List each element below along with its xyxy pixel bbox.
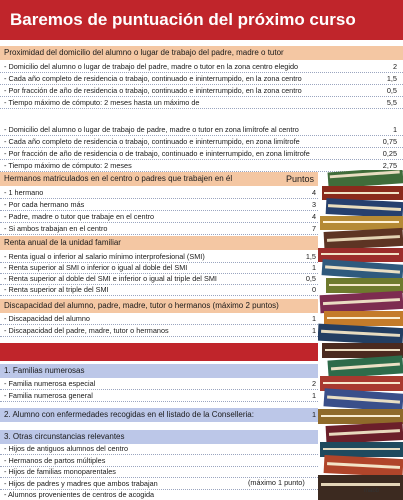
row-label: - Cada año completo de residencia o trabajo, continuado e ininterrumpido, en zona limítrofe — [4, 137, 300, 146]
row-points: 2 — [392, 62, 397, 71]
s2-row — [0, 187, 318, 199]
row-label: - Renta superior al SMI o inferior o igual al doble del SMI — [4, 263, 188, 272]
s1-row — [0, 61, 403, 73]
row-label: - Renta superior al triple del SMI — [4, 285, 109, 294]
s4-row — [0, 313, 318, 325]
row-points: 0,5 — [305, 274, 316, 283]
section-divider-band — [0, 343, 318, 361]
row-points: 1 — [311, 314, 316, 323]
row-label: - Por cada hermano más — [4, 200, 85, 209]
page-title: Baremos de puntuación del próximo curso — [0, 0, 403, 40]
row-label: - Renta igual o inferior al salario mínimo interprofesional (SMI) — [4, 252, 205, 261]
row-label: - Por fracción de año de residencia o trabajo, continuado e ininterrumpido, en la zona centro — [4, 86, 302, 95]
row-points: 0,75 — [382, 137, 397, 146]
row-label: - Tiempo máximo de cómputo: 2 meses — [4, 161, 132, 170]
s1-row — [0, 85, 403, 97]
row-label: - Domicilio del alumno o lugar de trabajo del padre, madre o tutor en la zona centro elegido — [4, 62, 299, 71]
s6-heading: 2. Alumno con enfermedades recogidas en el listado de la Conselleria: 1 — [0, 408, 318, 422]
s5-heading: 1. Familias numerosas — [0, 364, 318, 378]
row-points: 2,75 — [382, 161, 397, 170]
s3-row — [0, 284, 318, 296]
s2-heading: Hermanos matriculados en el centro o padres que trabajen en él Puntos — [0, 172, 318, 186]
book-stack-illustration — [318, 170, 403, 500]
row-label: - Discapacidad del alumno — [4, 314, 90, 323]
s5-row — [0, 378, 318, 390]
s1-row — [0, 124, 403, 136]
s6-points: 1 — [311, 410, 316, 419]
s1-row — [0, 136, 403, 148]
s3-heading: Renta anual de la unidad familiar — [0, 236, 318, 250]
row-points: 1,5 — [305, 252, 316, 261]
row-label: - Alumnos provenientes de centros de acogida — [4, 490, 155, 499]
row-points: 1 — [311, 263, 316, 272]
signature: mabb — [364, 488, 380, 494]
row-points: 0,5 — [386, 86, 397, 95]
row-label: - Discapacidad del padre, madre, tutor o hermanos — [4, 326, 169, 335]
row-label: - Tiempo máximo de cómputo: 2 meses hasta un máximo de — [4, 98, 200, 107]
row-points: 1,5 — [386, 74, 397, 83]
row-points: 0 — [311, 285, 316, 294]
row-label: - Por fracción de año de residencia o de trabajo, continuado e ininterrumpido, en zona limítrofe — [4, 149, 310, 158]
s1-heading: Proximidad del domicilio del alumno o lugar de trabajo del padre, madre o tutor — [0, 46, 403, 60]
s2-row — [0, 211, 318, 223]
s7-row — [0, 455, 318, 467]
row-label: - Domicilio del alumno o lugar de trabajo de padre, madre o tutor en zona limítrofe al centro — [4, 125, 299, 134]
row-points: 1 — [311, 391, 316, 400]
row-points: 7 — [311, 224, 316, 233]
s7-note: (máximo 1 punto) — [248, 478, 305, 487]
row-points: 0,25 — [382, 149, 397, 158]
row-label: - Padre, madre o tutor que trabaje en el centro — [4, 212, 155, 221]
s1-row — [0, 148, 403, 160]
s5-row — [0, 390, 318, 402]
row-label: - 1 hermano — [4, 188, 44, 197]
points-column-label: Puntos — [285, 174, 314, 184]
row-label: - Hijos de antiguos alumnos del centro — [4, 444, 129, 453]
row-label: - Hermanos de partos múltiples — [4, 455, 106, 465]
row-label: - Familia numerosa especial — [4, 379, 96, 388]
s2-row — [0, 199, 318, 211]
row-label: - Renta superior al doble del SMI e inferior o igual al triple del SMI — [4, 274, 217, 283]
s4-heading: Discapacidad del alumno, padre, madre, tutor o hermanos (máximo 2 puntos) — [0, 299, 318, 313]
row-points: 1 — [311, 326, 316, 335]
row-points: 5,5 — [386, 98, 397, 107]
row-label: - Si ambos trabajan en el centro — [4, 224, 108, 233]
row-points: 4 — [311, 212, 316, 221]
s1-row — [0, 73, 403, 85]
s7-row — [0, 489, 318, 500]
row-label: - Cada año completo de residencia o trabajo, continuado e ininterrumpido, en la zona centro — [4, 74, 302, 83]
s4-row — [0, 325, 318, 337]
row-label: - Hijos de padres y madres que ambos trabajan — [4, 478, 158, 488]
s1-row — [0, 97, 403, 109]
row-points: 4 — [311, 188, 316, 197]
row-points: 3 — [311, 200, 316, 209]
row-points: 1 — [392, 125, 397, 134]
row-label: - Familia numerosa general — [4, 391, 93, 400]
row-label: - Hijos de familias monoparentales — [4, 467, 116, 476]
s7-heading: 3. Otras circunstancias relevantes — [0, 430, 318, 444]
row-points: 2 — [311, 379, 316, 388]
s7-row — [0, 443, 318, 455]
book-stack-icon — [318, 170, 403, 500]
s2-row — [0, 223, 318, 235]
